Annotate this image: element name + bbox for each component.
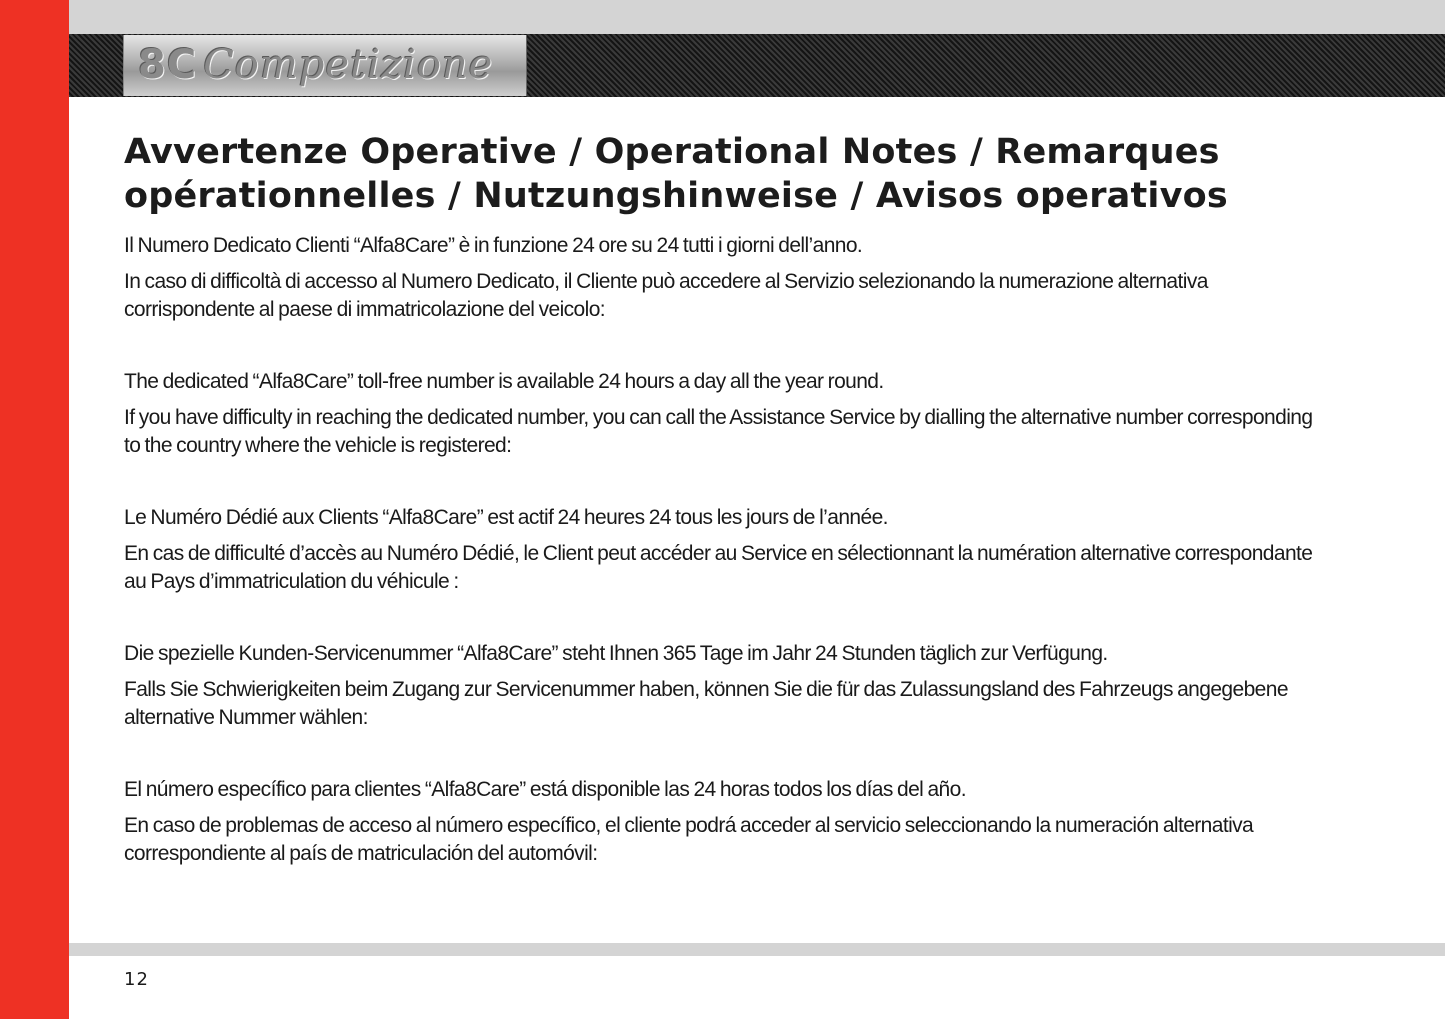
german-alternative-text: Falls Sie Schwierigkeiten beim Zugang zur Servicenummer haben, können Sie die für das Zulassungsland des Fahrzeugs angegebene alternative Nummer wählen: (124, 678, 1288, 729)
section-french (124, 504, 1314, 596)
brand-logo (123, 35, 527, 96)
page-number: 12 (124, 969, 149, 990)
french-availability-text: Le Numéro Dédié aux Clients “Alfa8Care” est actif 24 heures 24 tous les jours de l’année. (124, 506, 888, 529)
english-alternative-text: If you have difficulty in reaching the dedicated number, you can call the Assistance Service by dialling the alternative number corresponding to the country where the vehicle is registered: (124, 406, 1313, 457)
logo-wordmark (138, 39, 493, 91)
footer-divider (69, 943, 1445, 956)
english-availability-text: The dedicated “Alfa8Care” toll-free number is available 24 hours a day all the year round. (124, 370, 884, 393)
spanish-alternative-text: En caso de problemas de acceso al número específico, el cliente podrá acceder al servicio seleccionando la numeración alternativa correspondiente al país de matriculación del automóvil: (124, 814, 1254, 865)
french-alternative-text: En cas de difficulté d’accès au Numéro Dédié, le Client peut accéder au Service en sélectionnant la numération alternative correspondante au Pays d’immatriculation du véhicule : (124, 542, 1313, 593)
section-english (124, 368, 1314, 460)
german-availability-text: Die spezielle Kunden-Servicenummer “Alfa8Care” steht Ihnen 365 Tage im Jahr 24 Stunden täglich zur Verfügung. (124, 642, 1108, 665)
page-content (124, 130, 1314, 912)
italian-alternative-text: In caso di difficoltà di accesso al Numero Dedicato, il Cliente può accedere al Servizio selezionando la numerazione alternativa corrispondente al paese di immatricolazione del veicolo: (124, 270, 1208, 321)
section-spanish (124, 776, 1314, 868)
page-title: Avvertenze Operative / Operational Notes / Remarques opérationnelles / Nutzungshinweise / Avisos operativos (124, 132, 1228, 216)
top-gray-band (69, 0, 1445, 34)
section-german (124, 640, 1314, 732)
red-side-strip (0, 0, 69, 1019)
logo-mark: 8C (138, 42, 198, 88)
section-italian (124, 232, 1314, 324)
italian-availability-text: Il Numero Dedicato Clienti “Alfa8Care” è in funzione 24 ore su 24 tutti i giorni dell’anno. (124, 234, 863, 257)
spanish-availability-text: El número específico para clientes “Alfa8Care” está disponible las 24 horas todos los días del año. (124, 778, 966, 801)
logo-script: Competizione (203, 42, 494, 88)
